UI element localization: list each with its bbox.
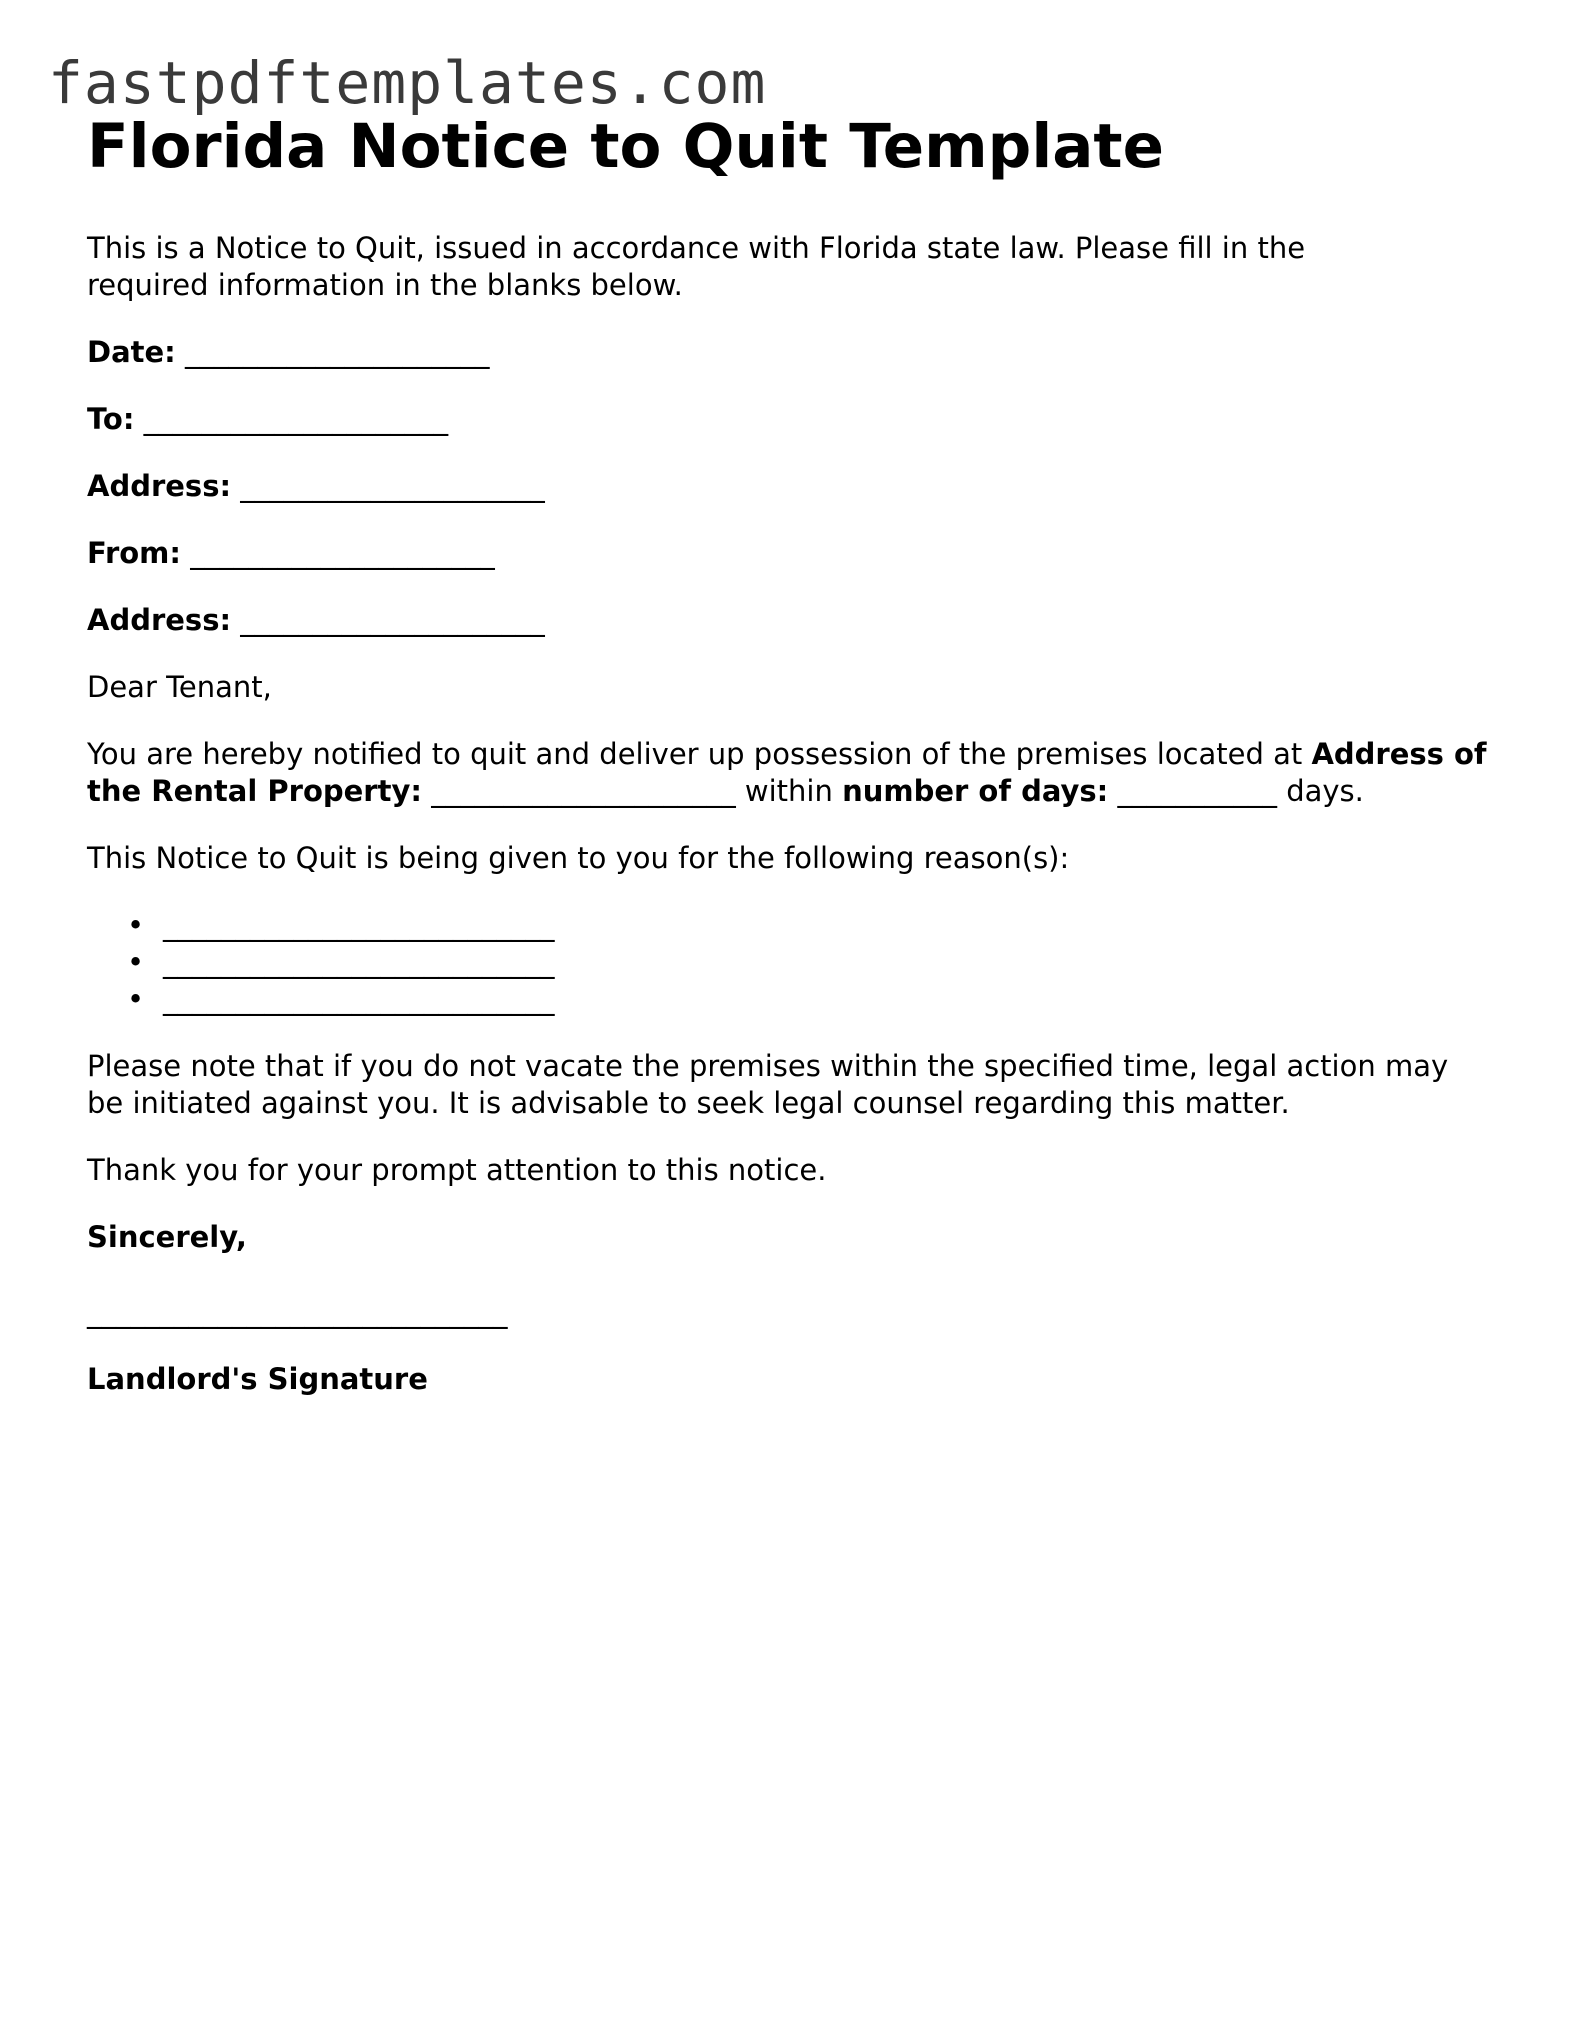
- bullet-icon: •: [127, 982, 145, 1016]
- to-address-blank[interactable]: _____________________: [240, 469, 545, 503]
- to-label: To:: [87, 402, 135, 436]
- reason-blank[interactable]: ___________________________: [163, 982, 555, 1016]
- document: [87, 108, 1487, 1398]
- thanks-paragraph: Thank you for your prompt attention to this notice.: [87, 1153, 827, 1187]
- list-item: [127, 944, 1487, 981]
- closing: Sincerely,: [87, 1220, 247, 1254]
- property-label: Address of the Rental Property:: [87, 737, 1487, 808]
- notice-paragraph: [87, 736, 1487, 810]
- list-item: [127, 981, 1487, 1018]
- to-address-label: Address:: [87, 469, 232, 503]
- property-blank[interactable]: _____________________: [431, 774, 736, 808]
- to-field: [87, 401, 1487, 438]
- salutation: Dear Tenant,: [87, 670, 272, 704]
- from-blank[interactable]: _____________________: [190, 536, 495, 570]
- days-suffix: days.: [1286, 774, 1364, 808]
- reason-blank[interactable]: ___________________________: [163, 945, 555, 979]
- reason-blank[interactable]: ___________________________: [163, 908, 555, 942]
- from-address-label: Address:: [87, 603, 232, 637]
- date-field: [87, 334, 1487, 371]
- from-address-field: [87, 602, 1487, 639]
- reasons-list: [87, 907, 1487, 1018]
- signature-blank[interactable]: _____________________________: [87, 1295, 508, 1329]
- days-blank[interactable]: ___________: [1117, 774, 1277, 808]
- list-item: [127, 907, 1487, 944]
- notice-lead: You are hereby notified to quit and deliver up possession of the premises located at: [87, 737, 1303, 771]
- from-field: [87, 535, 1487, 572]
- warning-paragraph: Please note that if you do not vacate the premises within the specified time, legal action may be initiated against you. It is advisable to seek legal counsel regarding this matter.: [87, 1049, 1449, 1120]
- to-address-field: [87, 468, 1487, 505]
- page-title: Florida Notice to Quit Template: [87, 111, 1164, 182]
- watermark: fastpdftemplates.com: [48, 49, 767, 117]
- intro-paragraph: This is a Notice to Quit, issued in accordance with Florida state law. Please fill in the required information in the blanks below.: [87, 231, 1306, 302]
- days-label: number of days:: [842, 774, 1109, 808]
- date-label: Date:: [87, 335, 176, 369]
- reasons-intro: This Notice to Quit is being given to you for the following reason(s):: [87, 841, 1070, 875]
- signature-label: Landlord's Signature: [87, 1362, 428, 1396]
- bullet-icon: •: [127, 945, 145, 979]
- bullet-icon: •: [127, 908, 145, 942]
- to-blank[interactable]: _____________________: [143, 402, 449, 436]
- date-blank[interactable]: _____________________: [185, 335, 490, 369]
- from-address-blank[interactable]: _____________________: [240, 603, 545, 637]
- within-text: within: [744, 774, 833, 808]
- from-label: From:: [87, 536, 181, 570]
